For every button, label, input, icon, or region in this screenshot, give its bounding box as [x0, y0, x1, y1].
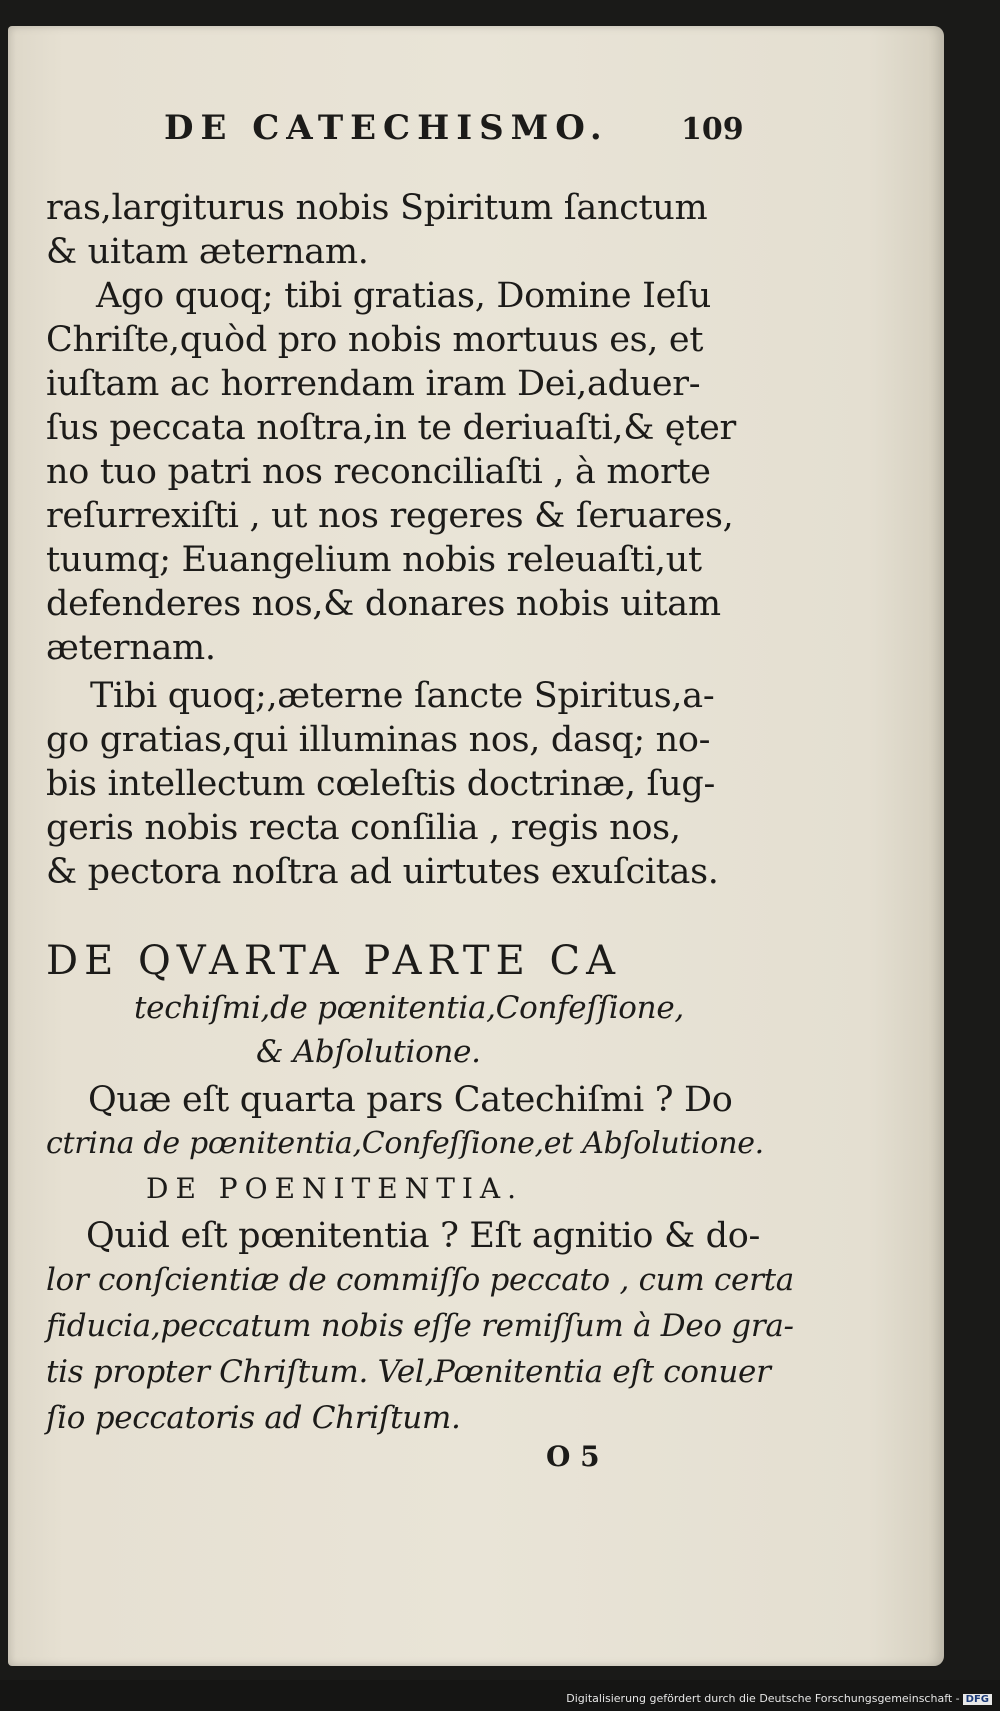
answer-line: tis propter Chriſtum. Vel,Pœnitentia eſt conuer: [46, 1354, 771, 1390]
answer-line: lor conſcientiæ de commiſſo peccato , cum certa: [46, 1262, 794, 1298]
text-line: æternam.: [46, 628, 216, 668]
page-number: 109: [681, 112, 744, 147]
text-line: & uitam æternam.: [46, 232, 369, 272]
running-title: DE CATECHISMO.: [164, 108, 609, 148]
subheading: DE POENITENTIA.: [146, 1172, 524, 1205]
answer-line: Quid eſt pœnitentia ? Eſt agnitio & do-: [86, 1216, 761, 1256]
text-line: bis intellectum cœleſtis doctrinæ, ſug-: [46, 764, 716, 804]
text-line: iuſtam ac horrendam iram Dei,aduer-: [46, 364, 701, 404]
text-line: ras,largiturus nobis Spiritum ſanctum: [46, 188, 708, 228]
dfg-logo-icon: DFG: [963, 1694, 992, 1705]
section-heading: DE QVARTA PARTE CA: [46, 938, 621, 984]
text-line: reſurrexiſti , ut nos regeres & ſeruares,: [46, 496, 734, 536]
text-line: ſus peccata noſtra,in te deriuaſti,& ęter: [46, 408, 736, 448]
text-line: no tuo patri nos reconciliaſti , à morte: [46, 452, 711, 492]
text-line: defenderes nos,& donares nobis uitam: [46, 584, 721, 624]
signature-mark: O 5: [546, 1440, 600, 1473]
text-line: Chriſte,quòd pro nobis mortuus es, et: [46, 320, 704, 360]
answer-line: fiducia,peccatum nobis eſſe remiſſum à Deo gra-: [46, 1308, 794, 1344]
section-subtitle: & Abſolutione.: [256, 1034, 481, 1070]
text-line: geris nobis recta conſilia , regis nos,: [46, 808, 681, 848]
text-line: go gratias,qui illuminas nos, dasq; no-: [46, 720, 711, 760]
text-line: tuumq; Euangelium nobis releuaſti,ut: [46, 540, 702, 580]
text-line: & pectora noſtra ad uirtutes exuſcitas.: [46, 852, 719, 892]
text-line: Tibi quoq;,æterne ſancte Spiritus,a-: [90, 676, 715, 716]
question-line: Quæ eſt quarta pars Catechiſmi ? Do: [88, 1080, 733, 1120]
footer-credit: [566, 1692, 992, 1705]
answer-line: ſio peccatoris ad Chriſtum.: [46, 1400, 461, 1436]
footer-credit-text: Digitalisierung gefördert durch die Deutsche Forschungsgemeinschaft -: [566, 1692, 960, 1705]
question-line: ctrina de pœnitentia,Confeſſione,et Abſolutione.: [46, 1126, 764, 1161]
book-page: [8, 26, 944, 1666]
section-subtitle: techiſmi,de pœnitentia,Confeſſione,: [134, 990, 684, 1026]
text-line: Ago quoq; tibi gratias, Domine Ieſu: [96, 276, 711, 316]
